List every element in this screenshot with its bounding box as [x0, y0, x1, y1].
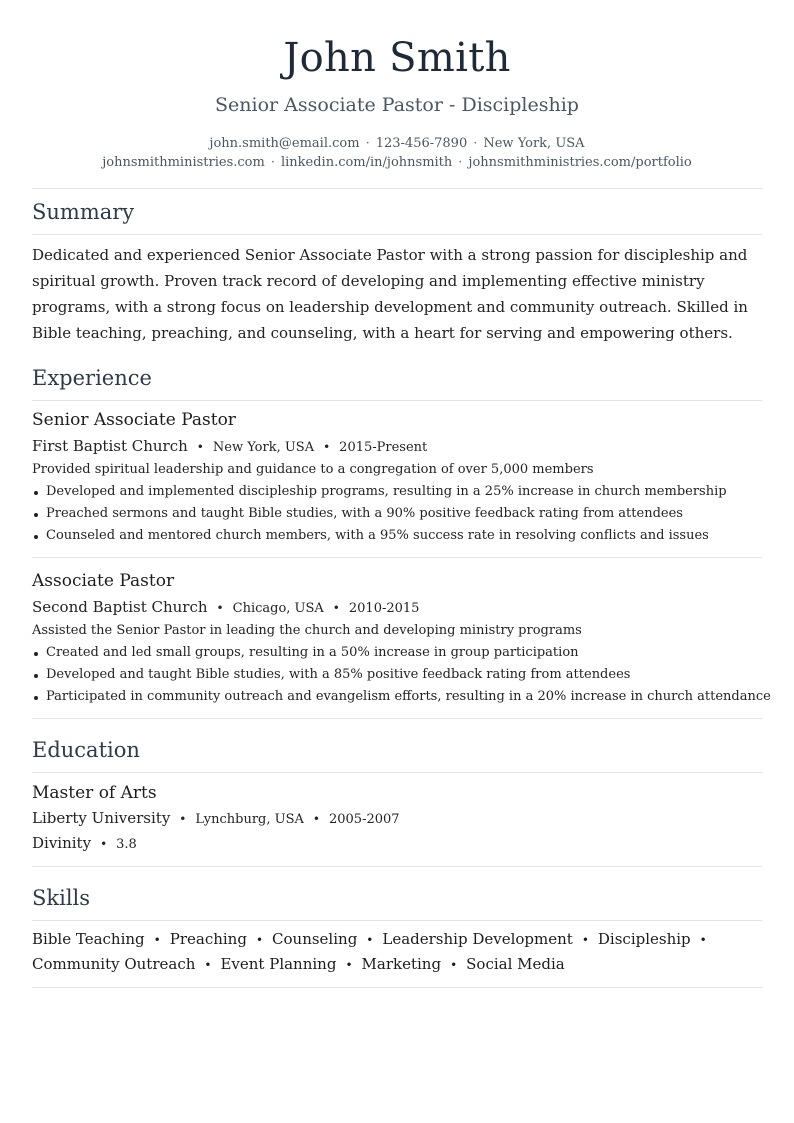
job-achievements — [32, 644, 771, 710]
contact-row-primary — [32, 135, 762, 153]
education-heading: Education — [32, 738, 140, 762]
skill-item: Preaching — [169, 930, 247, 948]
skill-item: Bible Teaching — [32, 930, 145, 948]
summary-text: Dedicated and experienced Senior Associate Pastor with a strong passion for discipleship and spiritual growth. Proven track record of developing and implementing effective ministry programs, with a strong focus on leadership development and community outreach. Skilled in Bible teaching, preaching, and counseling, with a heart for serving and empowering others. — [32, 246, 748, 342]
skill-separator: • — [345, 958, 353, 972]
candidate-name: John Smith — [283, 35, 511, 81]
skill-item: Marketing — [361, 955, 442, 973]
achievement-item: Preached sermons and taught Bible studies, with a 90% positive feedback rating from attendees — [32, 505, 727, 527]
degree-title: Master of Arts — [32, 783, 157, 803]
skill-item: Social Media — [466, 955, 565, 973]
contact-separator: · — [458, 155, 463, 170]
skill-separator: • — [581, 933, 589, 947]
job-organization: First Baptist Church — [32, 437, 188, 455]
experience-end-divider — [32, 718, 762, 719]
achievement-item: Created and led small groups, resulting in a 50% increase in group participation — [32, 644, 771, 666]
skill-separator: • — [153, 933, 161, 947]
education-field — [32, 833, 137, 855]
field-of-study: Divinity — [32, 834, 92, 852]
job-meta — [32, 597, 419, 619]
location-text: New York, USA — [483, 136, 585, 151]
meta-separator: • — [323, 440, 331, 454]
achievement-item: Developed and implemented discipleship programs, resulting in a 25% increase in church membership — [32, 483, 727, 505]
education-end-divider — [32, 866, 762, 867]
job-location: Chicago, USA — [232, 601, 324, 616]
job-description: Assisted the Senior Pastor in leading the church and developing ministry programs — [32, 623, 582, 638]
portfolio-link[interactable]: johnsmithministries.com/portfolio — [468, 155, 692, 170]
job-title: Senior Associate Pastor — [32, 410, 236, 430]
gpa-value: 3.8 — [116, 837, 137, 852]
achievement-item: Developed and taught Bible studies, with a 85% positive feedback rating from attendees — [32, 666, 771, 688]
achievement-item: Counseled and mentored church members, with a 95% success rate in resolving conflicts and issues — [32, 527, 727, 549]
experience-divider — [32, 400, 762, 401]
education-dates: 2005-2007 — [328, 812, 400, 827]
skill-separator: • — [450, 958, 458, 972]
job-title: Associate Pastor — [32, 571, 175, 591]
contact-separator: · — [270, 155, 275, 170]
linkedin-link[interactable]: linkedin.com/in/johnsmith — [280, 155, 453, 170]
experience-heading: Experience — [32, 366, 152, 390]
email-link[interactable]: john.smith@email.com — [209, 136, 360, 151]
skills-heading: Skills — [32, 886, 91, 910]
meta-separator: • — [179, 812, 187, 826]
job-organization: Second Baptist Church — [32, 598, 208, 616]
education-meta — [32, 808, 400, 830]
institution-name: Liberty University — [32, 809, 171, 827]
skill-separator: • — [255, 933, 264, 947]
job-description: Provided spiritual leadership and guidance to a congregation of over 5,000 members — [32, 462, 594, 477]
website-link[interactable]: johnsmithministries.com — [102, 155, 265, 170]
phone-text: 123-456-7890 — [375, 136, 468, 151]
contact-separator: · — [473, 136, 478, 151]
job-achievements — [32, 483, 727, 549]
skill-item: Community Outreach — [32, 955, 196, 973]
education-divider — [32, 772, 762, 773]
summary-divider — [32, 234, 762, 235]
skills-divider — [32, 920, 762, 921]
job-location: New York, USA — [212, 440, 315, 455]
contact-row-links — [32, 154, 762, 172]
skill-item: Leadership Development — [382, 930, 573, 948]
job-dates: 2015-Present — [339, 440, 428, 455]
meta-separator: • — [332, 601, 340, 615]
skill-item: Counseling — [272, 930, 358, 948]
meta-separator: • — [196, 440, 204, 454]
skill-separator: • — [204, 958, 212, 972]
skill-separator: • — [366, 933, 374, 947]
job-dates: 2010-2015 — [348, 601, 420, 616]
skills-end-divider — [32, 987, 762, 988]
meta-separator: • — [216, 601, 224, 615]
skill-item: Discipleship — [597, 930, 691, 948]
job-divider — [32, 557, 762, 558]
institution-location: Lynchburg, USA — [195, 812, 304, 827]
meta-separator: • — [100, 837, 108, 851]
candidate-title: Senior Associate Pastor - Discipleship — [215, 94, 579, 116]
skill-item: Event Planning — [220, 955, 337, 973]
skill-separator: • — [699, 933, 707, 947]
header-divider — [32, 188, 762, 189]
meta-separator: • — [312, 812, 320, 826]
achievement-item: Participated in community outreach and evangelism efforts, resulting in a 20% increase in church attendance — [32, 688, 771, 710]
summary-heading: Summary — [32, 200, 135, 224]
skills-row — [32, 928, 716, 951]
skills-row — [32, 953, 565, 976]
contact-separator: · — [365, 136, 370, 151]
job-meta — [32, 436, 427, 458]
